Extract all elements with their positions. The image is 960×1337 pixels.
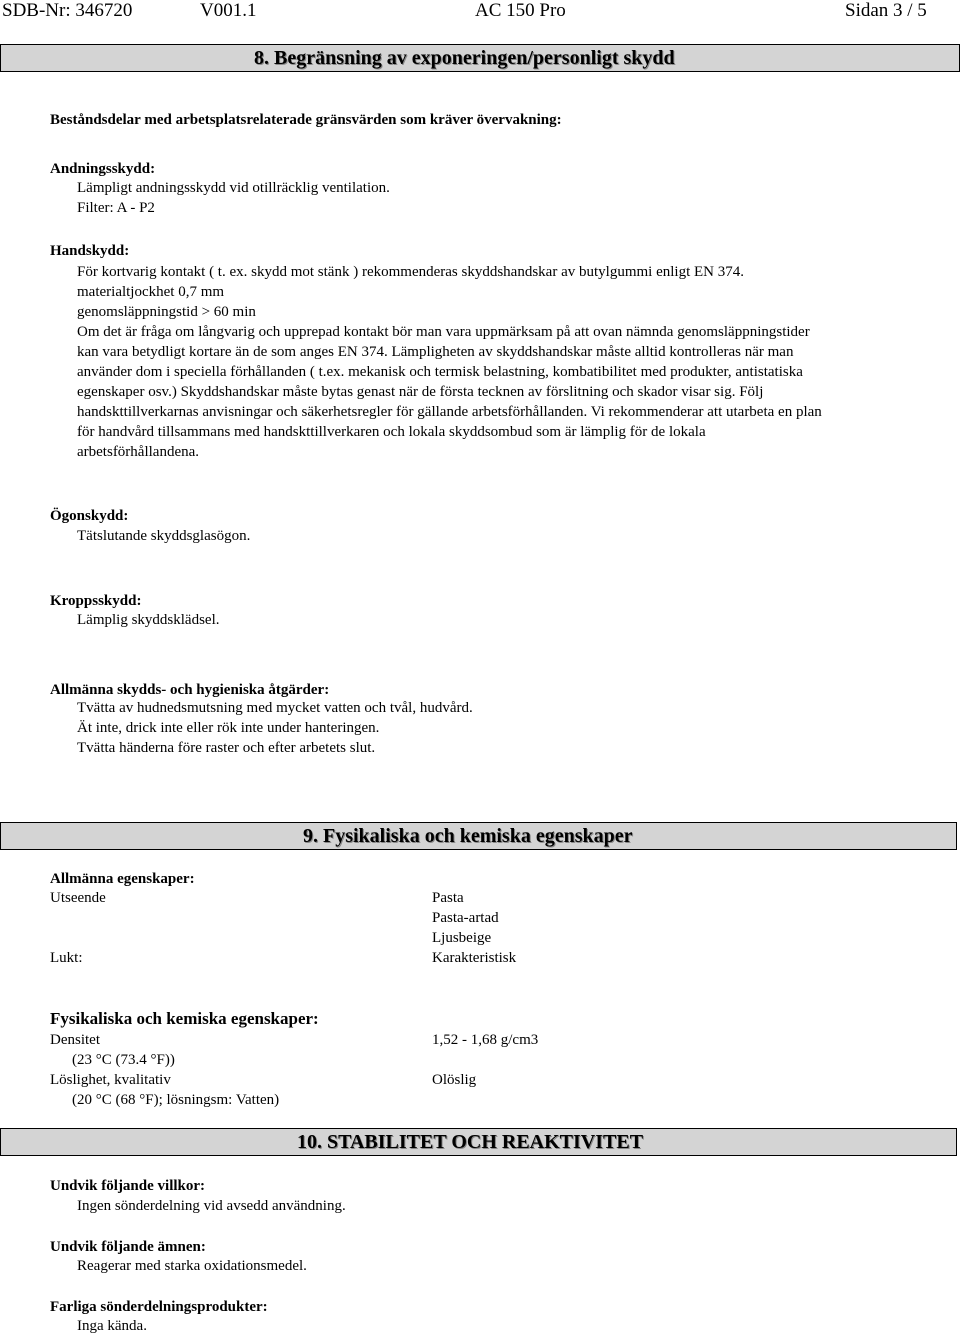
page-number: Sidan 3 / 5: [845, 0, 927, 21]
hand-line: handskttillverkarnas anvisningar och säkerhetsregler för gällande arbetsförhållanden. Vi rekommenderar att utarbeta en plan: [77, 404, 822, 420]
respiratory-line: Lämpligt andningsskydd vid otillräcklig ventilation.: [77, 180, 390, 196]
avoid-materials-heading: Undvik följande ämnen:: [50, 1239, 206, 1255]
body-line: Lämplig skyddsklädsel.: [77, 612, 220, 628]
avoid-conditions-heading: Undvik följande villkor:: [50, 1178, 206, 1194]
odor-value: Karakteristisk: [432, 950, 517, 966]
appearance-label: Utseende: [50, 890, 106, 906]
hand-line: arbetsförhållandena.: [77, 444, 200, 460]
decomposition-heading: Farliga sönderdelningsprodukter:: [50, 1299, 268, 1315]
components-heading: Beståndsdelar med arbetsplatsrelaterade gränsvärden som kräver övervakning:: [50, 112, 562, 128]
hand-line: genomsläppningstid > 60 min: [77, 304, 256, 320]
hand-heading: Handskydd:: [50, 243, 130, 259]
density-value: 1,52 - 1,68 g/cm3: [432, 1032, 539, 1048]
hand-line: För kortvarig kontakt ( t. ex. skydd mot stänk ) rekommenderas skyddshandskar av butylgummi enligt EN 374.: [77, 264, 744, 280]
version: V001.1: [200, 0, 257, 21]
hygiene-line: Tvätta händerna före raster och efter arbetets slut.: [77, 740, 376, 756]
hand-line: kan vara betydligt kortare än de som anges EN 374. Lämpligheten av skyddshandskar måste alltid kontrolleras när man: [77, 344, 794, 360]
respiratory-heading: Andningsskydd:: [50, 161, 156, 177]
hygiene-line: Tvätta av hudnedsmutsning med mycket vatten och tvål, hudvård.: [77, 700, 473, 716]
hand-line: Om det är fråga om långvarig och upprepad kontakt bör man vara uppmärksam på att ovan nämnda genomsläppningstider: [77, 324, 810, 340]
avoid-materials-text: Reagerar med starka oxidationsmedel.: [77, 1258, 307, 1274]
physical-properties-heading: Fysikaliska och kemiska egenskaper:: [50, 1009, 319, 1028]
section-9-title: 9. Fysikaliska och kemiska egenskaper: [303, 825, 633, 847]
density-label: Densitet: [50, 1032, 100, 1048]
product-name: AC 150 Pro: [475, 0, 566, 21]
appearance-value: Pasta: [432, 890, 464, 906]
appearance-value: Pasta-artad: [432, 910, 499, 926]
hand-line: för handvård tillsammans med handskttillverkaren och lokala skyddsombud som är lämplig för de lokala: [77, 424, 706, 440]
odor-label: Lukt:: [50, 950, 83, 966]
section-8-title: 8. Begränsning av exponeringen/personligt skydd: [254, 47, 675, 69]
hand-line: egenskaper osv.) Skyddshandskar måste bytas genast när de första tecknen av förslitning och skador visar sig. Följ: [77, 384, 764, 400]
solubility-condition: (20 °C (68 °F); lösningsm: Vatten): [72, 1092, 280, 1108]
respiratory-line: Filter: A - P2: [77, 200, 155, 216]
hygiene-line: Ät inte, drick inte eller rök inte under hanteringen.: [77, 720, 380, 736]
solubility-label: Löslighet, kvalitativ: [50, 1072, 171, 1088]
section-10-title: 10. STABILITET OCH REAKTIVITET: [297, 1131, 644, 1153]
eye-line: Tätslutande skyddsglasögon.: [77, 528, 251, 544]
density-condition: (23 °C (73.4 °F)): [72, 1052, 175, 1068]
appearance-value: Ljusbeige: [432, 930, 492, 946]
general-properties-heading: Allmänna egenskaper:: [50, 871, 195, 887]
eye-heading: Ögonskydd:: [50, 508, 129, 524]
hand-line: materialtjockhet 0,7 mm: [77, 284, 225, 300]
decomposition-text: Inga kända.: [77, 1318, 147, 1334]
solubility-value: Olöslig: [432, 1072, 477, 1088]
document-number: SDB-Nr: 346720: [2, 0, 133, 21]
body-heading: Kroppsskydd:: [50, 593, 142, 609]
hand-line: använder dom i speciella förhållanden ( t.ex. mekanisk och termisk belastning, kombatibilitet med produkter, antistatiska: [77, 364, 803, 380]
hygiene-heading: Allmänna skydds- och hygieniska åtgärder:: [50, 682, 330, 698]
avoid-conditions-text: Ingen sönderdelning vid avsedd användning.: [77, 1198, 346, 1214]
